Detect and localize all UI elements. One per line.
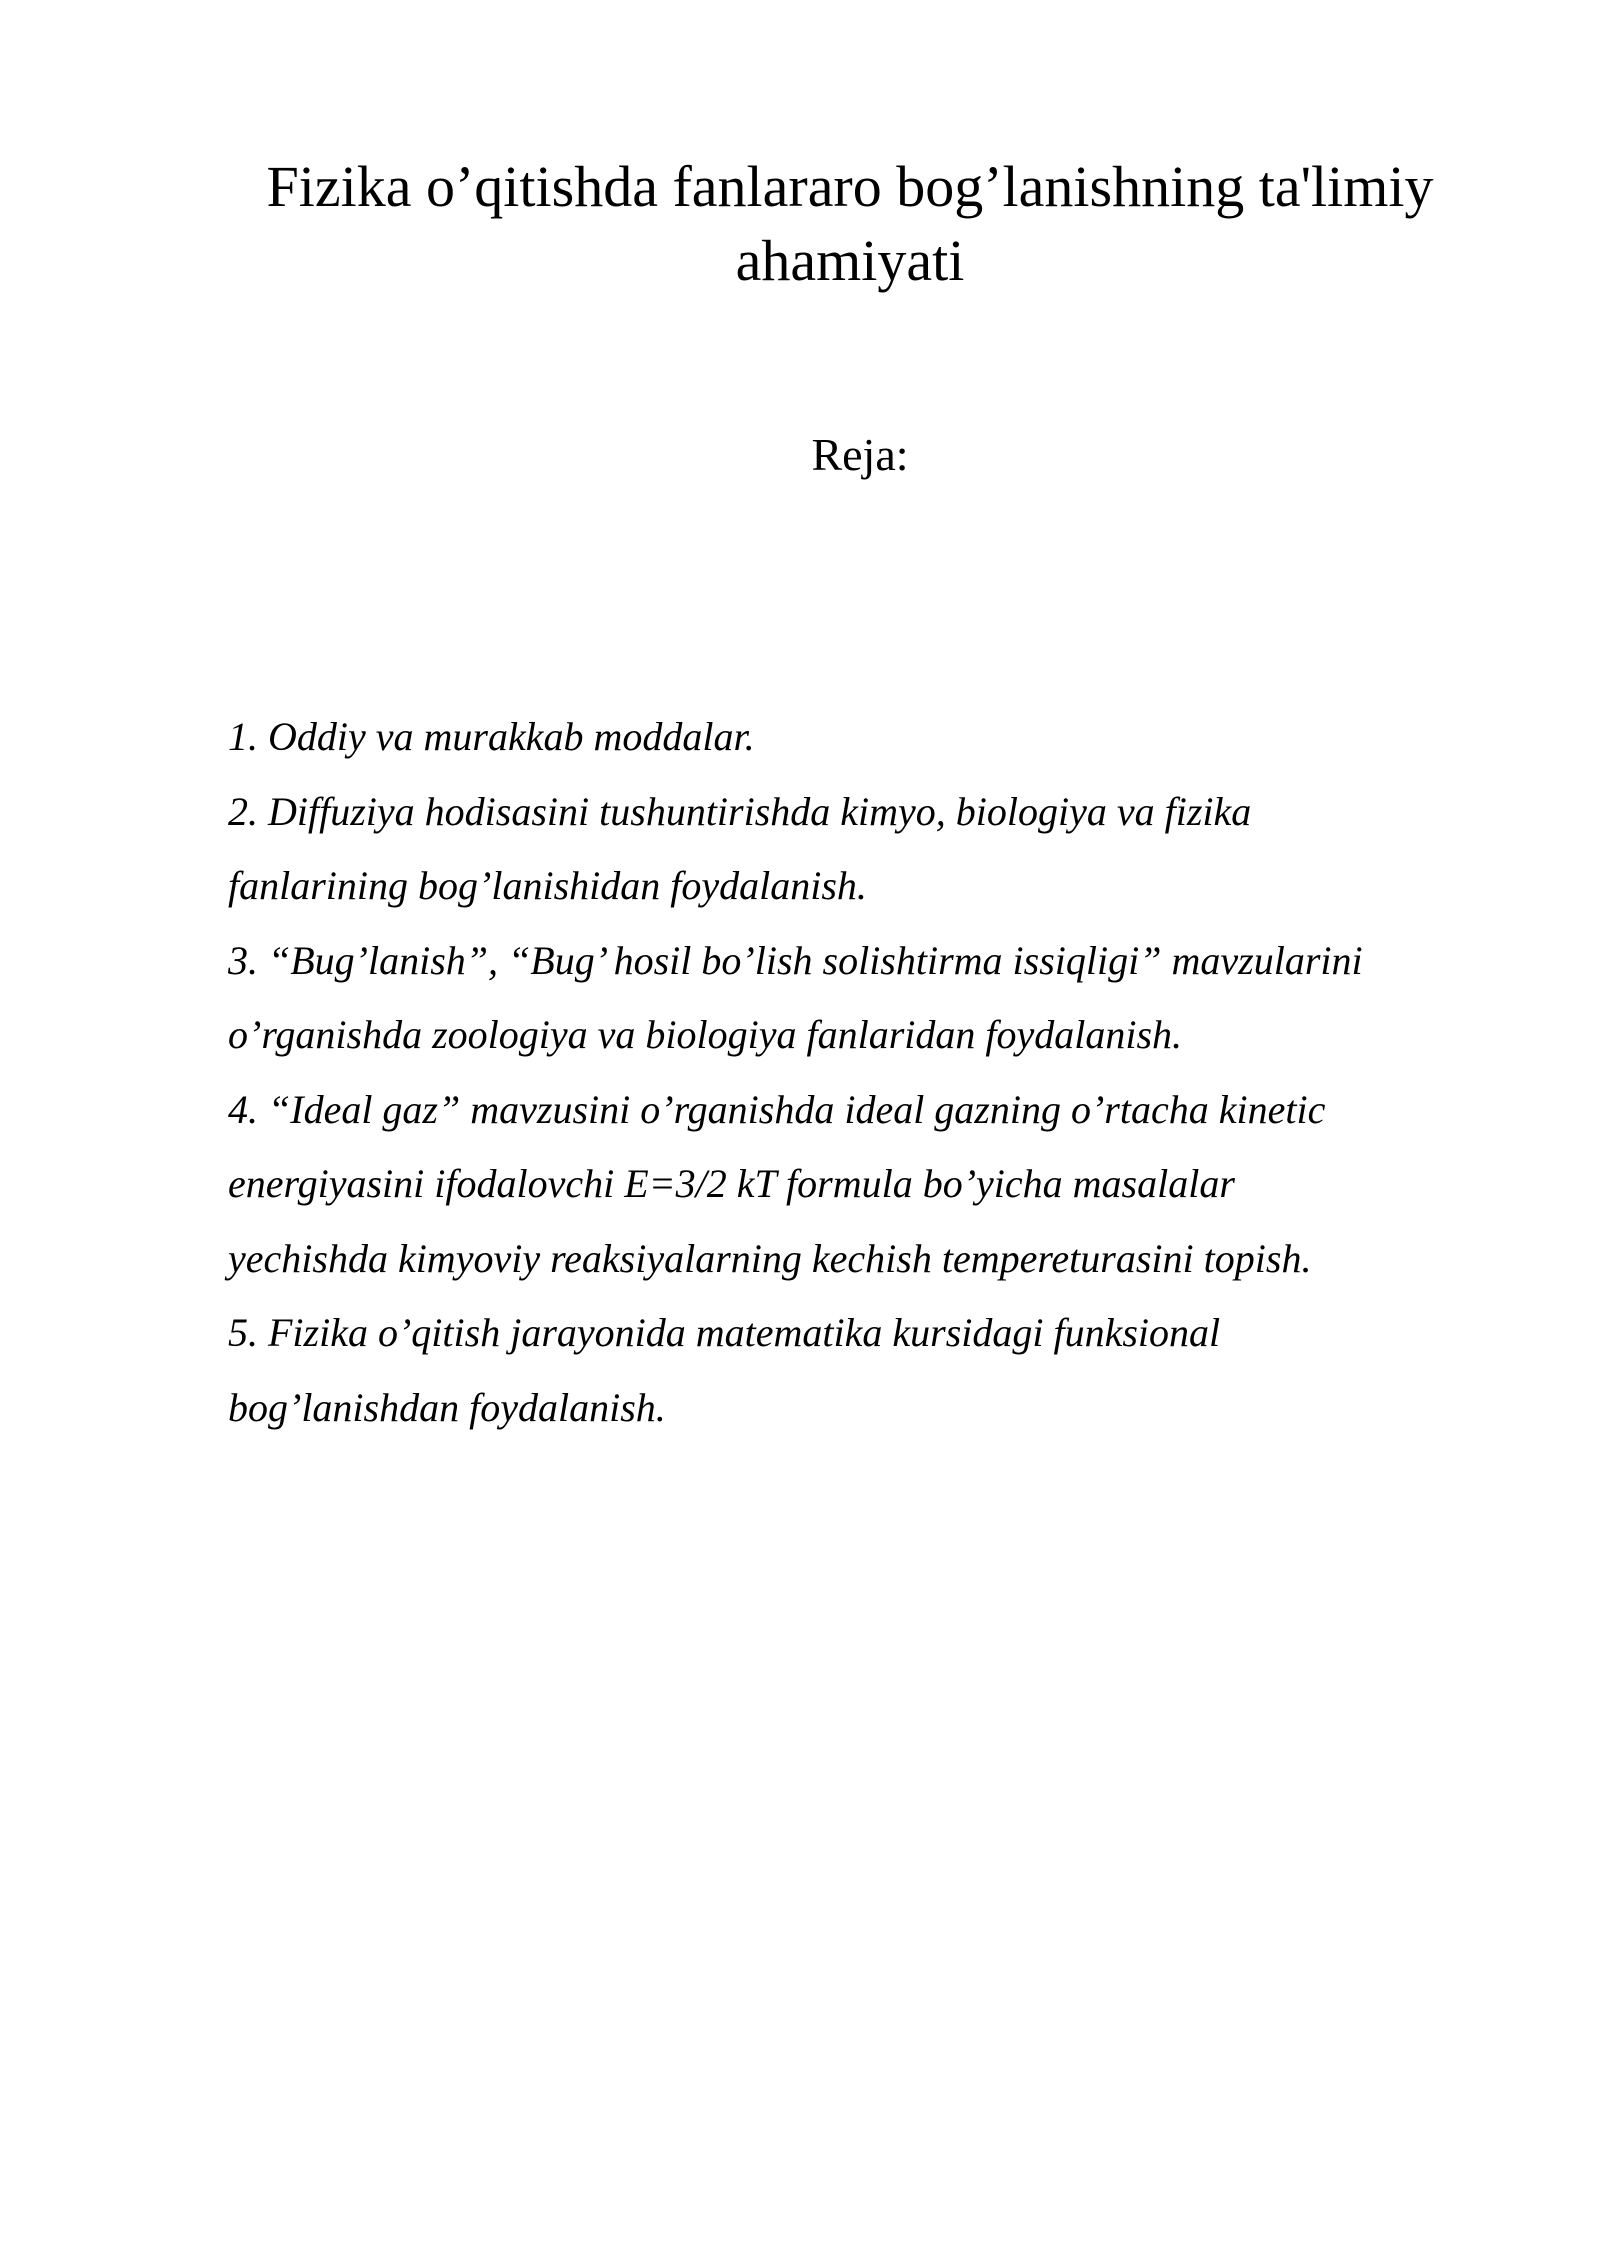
plan-line-1: 1. Oddiy va murakkab moddalar. <box>228 714 755 759</box>
plan-line-7: energiyasini ifodalovchi E=3/2 kT formula bo’yicha masalalar <box>228 1161 1235 1206</box>
plan-line-5: o’rganishda zoologiya va biologiya fanlaridan foydalanish. <box>228 1012 1183 1057</box>
plan-line-8: yechishda kimyoviy reaksiyalarning kechish tempereturasini topish. <box>228 1235 1312 1281</box>
plan-line-2: 2. Diffuziya hodisasini tushuntirishda kimyo, biologiya va fizika <box>228 788 1252 834</box>
plan-line-10: bog’lanishdan foydalanish. <box>228 1384 666 1430</box>
plan-heading: Reja: <box>811 429 909 480</box>
title-line-1: Fizika o’qitishda fanlararo bog’lanishning ta'limiy <box>266 154 1434 219</box>
plan-line-9: 5. Fizika o’qitish jarayonida matematika kursidagi funksional <box>228 1310 1221 1355</box>
plan-line-4: 3. “Bug’lanish”, “Bug’ hosil bo’lish solishtirma issiqligi” mavzularini <box>228 937 1363 983</box>
document-title <box>180 150 1520 298</box>
plan-line-6: 4. “Ideal gaz” mavzusini o’rganishda ideal gazning o’rtacha kinetic <box>228 1086 1326 1132</box>
plan-line-3: fanlarining bog’lanishidan foydalanish. <box>228 863 867 908</box>
title-line-2: ahamiyati <box>735 228 965 293</box>
plan-list <box>228 700 1528 1445</box>
